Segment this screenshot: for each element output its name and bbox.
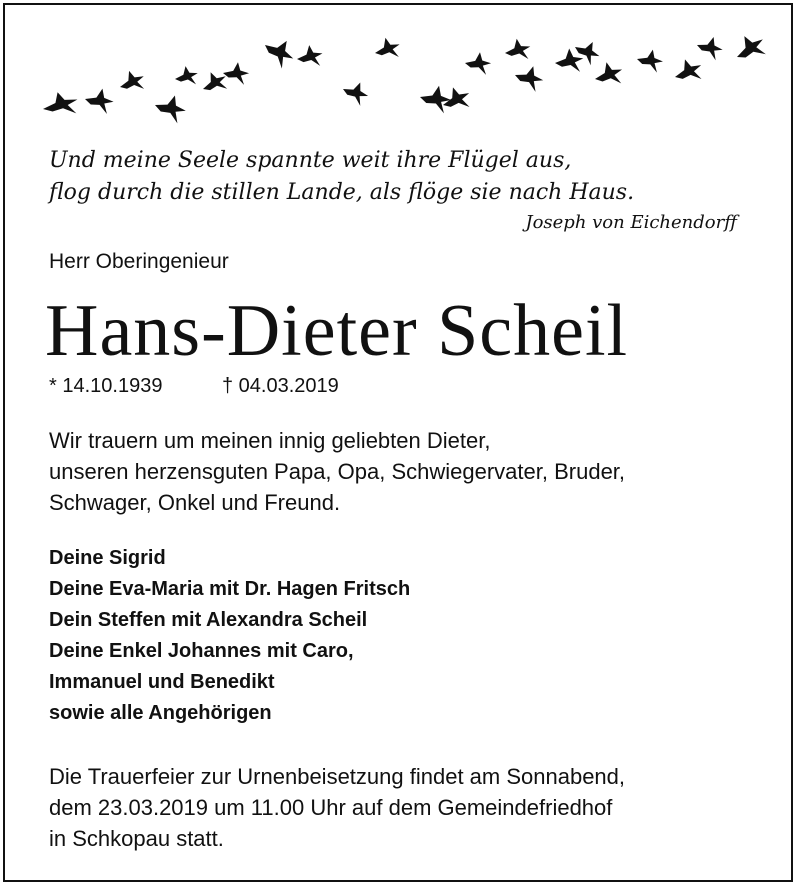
- tribute-line: Schwager, Onkel und Freund.: [49, 490, 341, 515]
- mourners-list: [49, 543, 410, 729]
- tribute-text: [49, 425, 769, 518]
- mourner: Deine Sigrid: [49, 547, 166, 569]
- mourner: Deine Enkel Johannes mit Caro,: [49, 640, 354, 662]
- death-date: † 04.03.2019: [222, 375, 339, 397]
- deceased-name: Hans-Dieter Scheil: [45, 290, 629, 372]
- mourner: sowie alle Angehörigen: [49, 702, 272, 724]
- honorific-title: Herr Oberingenieur: [49, 250, 229, 273]
- mourner: Dein Steffen mit Alexandra Scheil: [49, 609, 368, 631]
- bird-flock: [39, 29, 770, 125]
- quote-line: Und meine Seele spannte weit ihre Flügel aus,: [49, 148, 572, 173]
- service-line: in Schkopau statt.: [49, 826, 224, 851]
- service-line: Die Trauerfeier zur Urnenbeisetzung findet am Sonnabend,: [49, 764, 626, 789]
- life-dates: [49, 375, 339, 398]
- birth-date: * 14.10.1939: [49, 375, 163, 397]
- flying-cranes-illustration: [25, 17, 785, 137]
- mourner: Immanuel und Benedikt: [49, 671, 275, 693]
- quote-line: flog durch die stillen Lande, als flöge sie nach Haus.: [49, 180, 635, 205]
- service-line: dem 23.03.2019 um 11.00 Uhr auf dem Gemeindefriedhof: [49, 795, 613, 820]
- epigraph-quote: [49, 145, 759, 209]
- mourner: Deine Eva-Maria mit Dr. Hagen Fritsch: [49, 578, 411, 600]
- tribute-line: Wir trauern um meinen innig geliebten Dieter,: [49, 428, 491, 453]
- tribute-line: unseren herzensguten Papa, Opa, Schwiegervater, Bruder,: [49, 459, 626, 484]
- funeral-service-info: [49, 761, 769, 854]
- obituary-frame: [3, 3, 793, 882]
- quote-author: Joseph von Eichendorff: [525, 212, 737, 233]
